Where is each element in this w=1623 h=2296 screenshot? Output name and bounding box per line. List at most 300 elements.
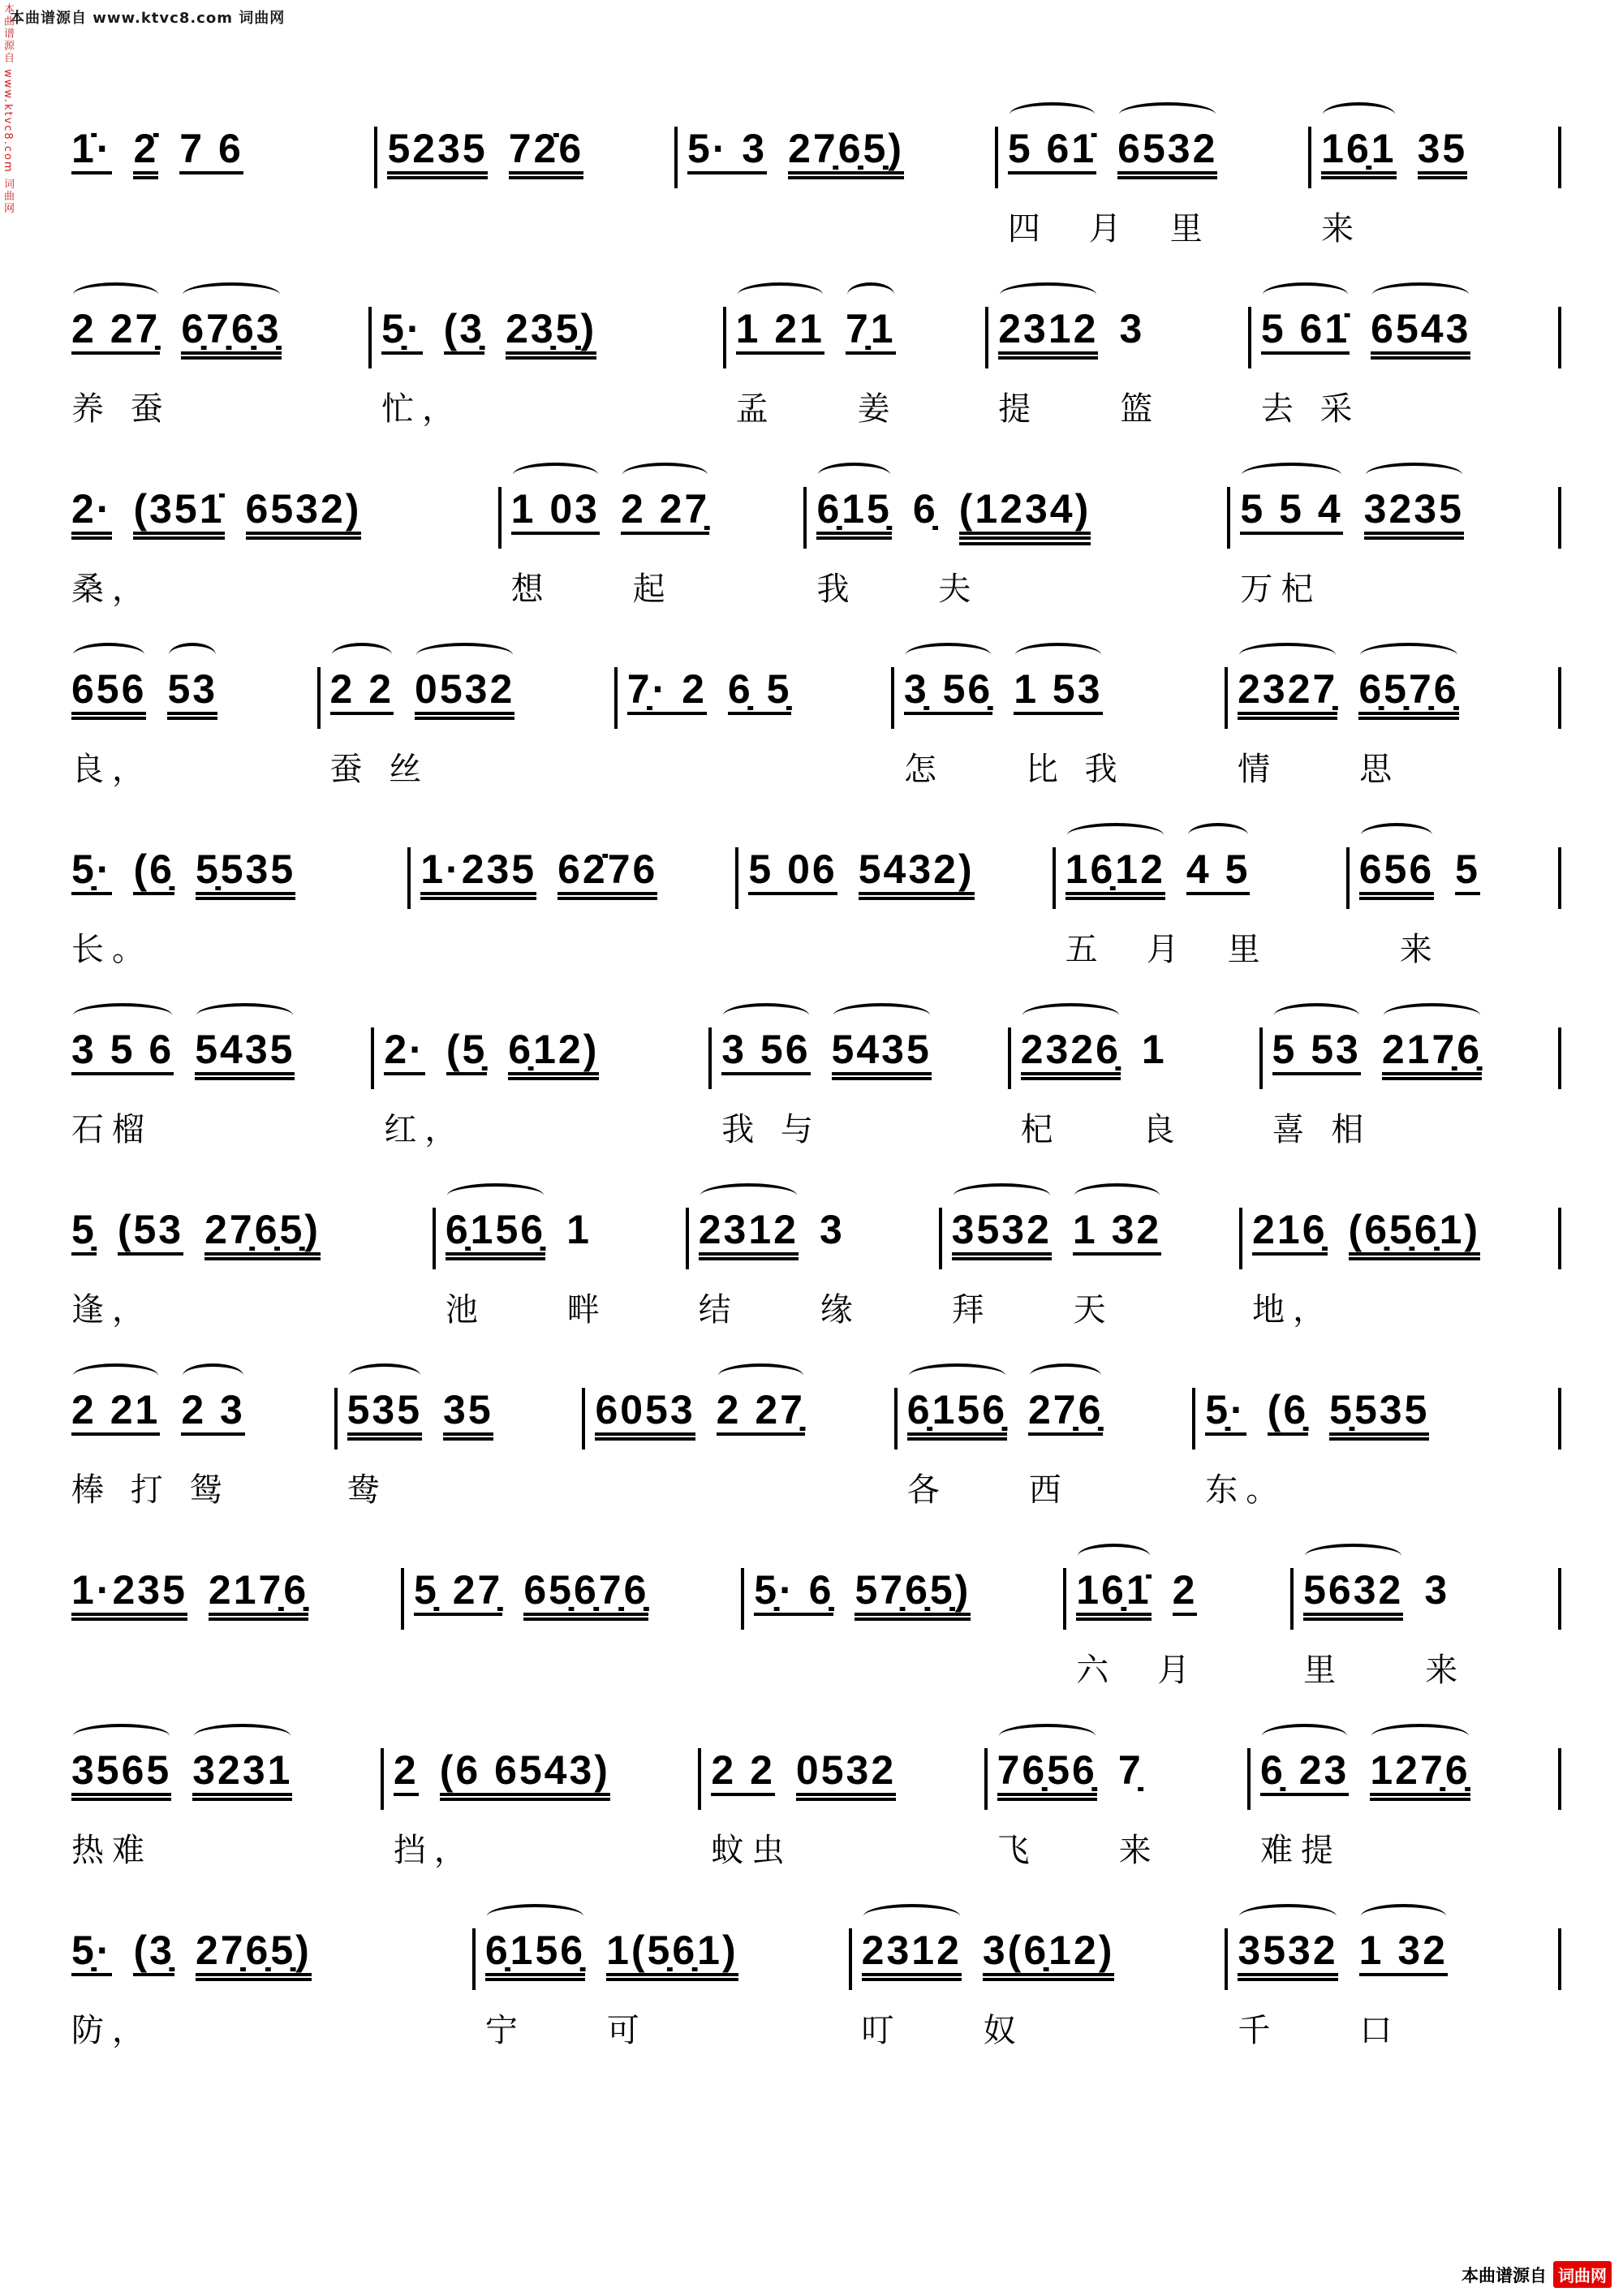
note-group <box>506 308 596 355</box>
notes-row <box>446 1175 676 1273</box>
notes-row <box>1076 1536 1281 1633</box>
note-text: 3 <box>819 1207 845 1252</box>
note-group <box>133 1930 174 1976</box>
note-text: 35 <box>443 1389 493 1436</box>
note-text: 57̣6̣5̣) <box>855 1570 971 1616</box>
slur-arc <box>349 1363 420 1388</box>
notes-row <box>1321 94 1548 192</box>
note-group <box>717 1389 805 1436</box>
measure-11-4 <box>1228 1896 1558 2060</box>
lyric-row: 五 月 里 <box>1065 931 1268 968</box>
lyric-row: 喜 相 <box>1272 1111 1372 1148</box>
note-group <box>1382 1029 1482 1075</box>
note-group <box>687 128 767 174</box>
notes-row <box>71 815 398 912</box>
note-group <box>1349 1209 1481 1256</box>
note-group <box>195 1029 295 1075</box>
slur-arc <box>1239 1904 1336 1928</box>
lyric-row: 我 与 <box>721 1111 821 1148</box>
note-text: 656 <box>1359 849 1434 895</box>
note-text: 23̣5̣) <box>506 308 596 355</box>
note-group <box>832 1029 932 1075</box>
note-text: 2 3 <box>181 1389 245 1436</box>
system-10 <box>62 1716 1561 1896</box>
note-text: 5 61̇ <box>1008 128 1096 174</box>
system-2 <box>62 274 1561 454</box>
notes-row <box>627 635 881 732</box>
measure-6-1 <box>62 995 371 1159</box>
note-text: 1 53 <box>1014 669 1102 715</box>
lyric-row: 东。 <box>1205 1471 1287 1509</box>
measure-6-2 <box>374 995 708 1159</box>
note-text: 2327̣ <box>1238 669 1337 715</box>
note-group <box>71 846 113 895</box>
note-group <box>71 1747 172 1796</box>
note-group <box>1370 1747 1470 1796</box>
lyric-row: 热难 <box>71 1832 153 1869</box>
lyric-row: 难提 <box>1260 1832 1342 1869</box>
note-group <box>820 1209 845 1252</box>
note-group <box>721 1029 810 1075</box>
note-group <box>420 846 537 895</box>
note-text: 16̣1 <box>1321 128 1396 174</box>
measure-11-1 <box>62 1896 472 2060</box>
note-text: 5 5 4 <box>1240 489 1342 535</box>
note-text: 1(5̣6̣1) <box>606 1930 738 1976</box>
slur-arc <box>416 643 513 667</box>
note-text: 5 61̇ <box>1261 308 1350 355</box>
slur-arc <box>332 643 393 667</box>
note-text: 217̣6̣ <box>1382 1029 1482 1075</box>
slur-arc <box>999 1724 1096 1748</box>
note-text: 6̣7̣6̣3̣ <box>181 308 281 355</box>
watermark-left-vertical: 本曲谱源自 www.ktvc8.com 词曲网 <box>2 3 14 215</box>
note-text: 3565 <box>71 1750 171 1796</box>
measure-8-3 <box>585 1355 893 1519</box>
barline <box>1558 127 1561 188</box>
notes-row <box>711 1716 974 1813</box>
lyric-row: 各 西 <box>906 1471 1070 1509</box>
note-text: 6532) <box>246 489 362 535</box>
notes-row <box>511 454 794 552</box>
notes-row <box>1021 995 1250 1092</box>
slur-arc <box>169 643 216 667</box>
notes-row <box>699 1175 929 1273</box>
slur-arc <box>1366 463 1462 487</box>
lyric-row: 里 来 <box>1303 1652 1466 1689</box>
note-group <box>508 1029 599 1075</box>
note-group <box>1238 666 1338 715</box>
note-text: 35 <box>1418 128 1468 174</box>
note-group <box>133 846 174 895</box>
note-group <box>415 666 515 715</box>
notes-row <box>381 274 712 372</box>
slur-arc <box>183 282 279 307</box>
watermark-bottom-text: 本曲谱源自 <box>1462 2265 1547 2285</box>
note-text: 2312 <box>998 308 1098 355</box>
lyric-row: 桑， <box>71 571 153 608</box>
note-text: 6̣156̣ <box>446 1209 545 1256</box>
note-group <box>788 128 904 174</box>
notes-row <box>71 274 359 372</box>
note-group <box>1455 846 1480 895</box>
note-text: 3235 <box>1364 489 1464 535</box>
note-text: 5435 <box>195 1029 295 1075</box>
slur-arc <box>738 282 823 307</box>
note-group <box>816 486 892 535</box>
note-text: (5̣ <box>446 1029 487 1075</box>
measure-11-2 <box>476 1896 849 2060</box>
note-group <box>998 308 1098 355</box>
lyric-row: 结 缘 <box>698 1291 861 1329</box>
note-group <box>855 1567 971 1616</box>
measure-row <box>62 1716 1561 1880</box>
note-group <box>179 128 243 174</box>
note-group <box>858 846 975 895</box>
slur-arc <box>1384 1003 1480 1027</box>
system-6 <box>62 995 1561 1175</box>
slur-arc <box>73 282 158 307</box>
notes-row <box>1238 1896 1548 1993</box>
measure-1-3 <box>678 94 995 258</box>
note-group <box>414 1567 503 1616</box>
notes-row <box>414 1536 731 1633</box>
slur-arc <box>1262 1724 1347 1748</box>
note-text: 7̣ <box>1117 1747 1143 1793</box>
lyric-row: 拜 天 <box>951 1291 1114 1329</box>
note-text: 6̣5̣7̣6̣ <box>1358 669 1458 715</box>
slur-arc <box>196 1003 293 1027</box>
slur-arc <box>1361 823 1432 847</box>
notes-row <box>904 635 1215 732</box>
measure-8-2 <box>338 1355 583 1519</box>
note-group <box>711 1747 775 1796</box>
measure-5-2 <box>411 815 735 979</box>
note-group <box>1261 308 1350 355</box>
note-text: 127̣6̣ <box>1370 1750 1470 1796</box>
note-group <box>1240 486 1343 535</box>
slur-arc <box>1000 282 1096 307</box>
note-group <box>1186 846 1251 895</box>
slur-arc <box>1067 823 1164 847</box>
note-group <box>71 1029 174 1075</box>
note-text: 5632 <box>1303 1570 1403 1616</box>
note-group <box>71 308 160 355</box>
measure-5-4 <box>1056 815 1346 979</box>
slur-arc <box>183 1363 243 1388</box>
slur-arc <box>1119 102 1216 127</box>
note-group <box>1358 846 1435 895</box>
notes-row <box>384 995 699 1092</box>
slur-arc <box>700 1183 797 1208</box>
note-text: 3 56 <box>721 1029 810 1075</box>
notes-row <box>1252 1175 1548 1273</box>
measure-5-3 <box>738 815 1052 979</box>
measure-row <box>62 995 1561 1159</box>
notes-row <box>1008 94 1298 192</box>
note-group <box>1424 1567 1450 1613</box>
note-text: 7̣· 2 <box>627 669 707 715</box>
note-group <box>1028 1389 1103 1436</box>
measure-row <box>62 815 1561 979</box>
note-text: 16̣12 <box>1065 849 1165 895</box>
notes-row <box>71 454 489 552</box>
note-group <box>912 486 938 532</box>
note-group <box>1358 666 1459 715</box>
lyric-row: 六 月 <box>1076 1652 1199 1689</box>
note-text: 216̣ <box>1252 1209 1327 1256</box>
lyric-row: 挡， <box>393 1832 475 1869</box>
measure-11-3 <box>852 1896 1225 2060</box>
note-text: 1 <box>1141 1027 1167 1072</box>
measure-9-5 <box>1294 1536 1558 1699</box>
watermark-top: 本曲谱源自 www.ktvc8.com 词曲网 <box>10 10 286 27</box>
note-group <box>196 1930 312 1976</box>
note-group <box>1252 1209 1327 1256</box>
note-text: 5235 <box>387 128 487 174</box>
measure-1-1 <box>62 94 374 258</box>
system-5 <box>62 815 1561 995</box>
measure-5-5 <box>1350 815 1558 979</box>
measure-row <box>62 1896 1561 2060</box>
note-group <box>510 486 600 535</box>
slur-arc <box>1361 1904 1446 1928</box>
note-text: 2̇ <box>133 128 158 174</box>
note-group <box>204 1209 321 1256</box>
measure-2-3 <box>726 274 986 438</box>
note-text: 76̣56̣ <box>997 1750 1097 1796</box>
barline <box>1558 1568 1561 1630</box>
system-9 <box>62 1536 1561 1716</box>
note-group <box>195 846 296 895</box>
system-1 <box>62 94 1561 274</box>
lyric-row <box>387 213 664 258</box>
note-group <box>1021 1029 1121 1075</box>
note-group <box>997 1747 1097 1796</box>
note-group <box>903 666 993 715</box>
note-group <box>1272 1029 1361 1075</box>
notes-row <box>347 1355 573 1453</box>
note-text: 3532 <box>1238 1930 1337 1976</box>
measure-8-5 <box>1195 1355 1558 1519</box>
slur-arc <box>718 1363 803 1388</box>
note-text: 5̣· <box>71 849 112 895</box>
note-text: (53 <box>118 1209 183 1256</box>
measure-2-2 <box>372 274 722 438</box>
note-group <box>443 1389 493 1436</box>
measure-row <box>62 274 1561 438</box>
measure-7-4 <box>942 1175 1239 1339</box>
notes-row <box>485 1896 839 1993</box>
slur-arc <box>194 1724 291 1748</box>
slur-arc <box>863 1904 960 1928</box>
note-group <box>1172 1567 1198 1616</box>
note-group <box>1303 1567 1404 1616</box>
note-group <box>862 1930 962 1976</box>
measure-row <box>62 635 1561 799</box>
notes-row <box>952 1175 1229 1273</box>
note-text: 53 <box>167 669 217 715</box>
lyric-row: 防， <box>71 2012 153 2049</box>
notes-row <box>1272 995 1548 1092</box>
note-group <box>381 308 422 355</box>
note-group <box>620 486 710 535</box>
note-group <box>446 1209 545 1256</box>
lyric-row: 来 <box>1358 931 1440 968</box>
note-text: 5 <box>1455 849 1480 895</box>
note-text: 1 32 <box>1073 1209 1161 1256</box>
barline <box>1558 487 1561 549</box>
note-group <box>748 846 837 895</box>
barline <box>1558 847 1561 909</box>
slur-arc <box>1371 1724 1468 1748</box>
note-text: 3 5 6 <box>71 1029 174 1075</box>
note-text: 0532 <box>415 669 514 715</box>
note-text: (6̣5̣6̣1) <box>1349 1209 1481 1256</box>
note-text: 3(6̣12) <box>983 1930 1115 1976</box>
note-group <box>208 1567 309 1616</box>
barline <box>1558 1027 1561 1089</box>
notes-row <box>71 1355 325 1453</box>
notes-row <box>1238 635 1548 732</box>
notes-row <box>420 815 725 912</box>
note-text: 535 <box>347 1389 422 1436</box>
notes-row <box>1205 1355 1548 1453</box>
slur-arc <box>1242 463 1341 487</box>
lyric-row <box>627 753 881 799</box>
notes-row <box>71 94 364 192</box>
note-text: 3̣ 56̣ <box>904 669 992 715</box>
measure-6-4 <box>1011 995 1259 1159</box>
notes-row <box>687 94 985 192</box>
note-text: 656 <box>71 669 146 715</box>
note-group <box>329 666 394 715</box>
notes-row <box>1260 1716 1548 1813</box>
note-group <box>71 486 113 535</box>
slur-arc <box>1274 1003 1359 1027</box>
note-text: 6̣ 23 <box>1260 1750 1349 1796</box>
measure-4-3 <box>618 635 891 799</box>
system-11 <box>62 1896 1561 2076</box>
note-group <box>71 1567 187 1616</box>
slur-arc <box>847 282 894 307</box>
measure-2-1 <box>62 274 368 438</box>
note-group <box>1268 1389 1308 1436</box>
slur-arc <box>1263 282 1348 307</box>
note-text: 5435 <box>832 1029 932 1075</box>
note-text: (6̣ <box>133 849 174 895</box>
slur-arc <box>447 1183 544 1208</box>
notes-row <box>71 1175 423 1273</box>
note-text: 6̣156̣ <box>485 1930 585 1976</box>
note-group <box>245 486 362 535</box>
lyric-row: 去 采 <box>1260 390 1361 428</box>
notes-row <box>997 1716 1238 1813</box>
note-group <box>181 1389 245 1436</box>
note-text: 16̣1̇ <box>1076 1570 1151 1616</box>
lyric-row: 来 <box>1321 210 1363 248</box>
lyric-row <box>687 213 985 258</box>
lyric-row: 良， <box>71 751 153 788</box>
slur-arc <box>909 1363 1005 1388</box>
notes-row <box>1359 815 1548 912</box>
note-text: 2· <box>71 489 112 535</box>
notes-row <box>736 274 976 372</box>
note-text: (6̣ <box>1268 1389 1308 1436</box>
note-text: 1 <box>566 1207 592 1252</box>
note-text: 5432) <box>859 849 975 895</box>
note-group <box>71 1209 97 1256</box>
measure-6-5 <box>1263 995 1558 1159</box>
note-group <box>1014 666 1103 715</box>
measure-3-2 <box>502 454 804 618</box>
note-group <box>1329 1389 1429 1436</box>
note-text: 2 27̣ <box>717 1389 805 1436</box>
note-text: 7̣1 <box>846 308 896 355</box>
lyric-row: 忙， <box>381 390 463 428</box>
lyric-row: 蚊虫 <box>711 1832 793 1869</box>
lyric-row: 叮 奴 <box>861 2012 1024 2049</box>
note-group <box>393 1747 419 1796</box>
note-text: 5̣535 <box>1329 1389 1429 1436</box>
note-text: 2326̣ <box>1021 1029 1121 1075</box>
lyric-row: 养 蚕 <box>71 390 171 428</box>
note-text: 5̣· <box>1205 1389 1246 1436</box>
lyric-row: 万杞 <box>1240 571 1322 608</box>
measure-4-5 <box>1228 635 1558 799</box>
notes-row <box>1240 454 1548 552</box>
lyric-row: 石榴 <box>71 1111 153 1148</box>
slur-arc <box>73 1003 172 1027</box>
note-text: 72̇6 <box>509 128 583 174</box>
lyric-row: 池 畔 <box>445 1291 608 1329</box>
slur-arc <box>73 1724 170 1748</box>
note-text: 217̣6̣ <box>209 1570 308 1616</box>
barline <box>1558 1748 1561 1810</box>
measure-3-4 <box>1230 454 1558 618</box>
lyric-row: 红， <box>384 1111 466 1148</box>
notes-row <box>862 1896 1216 1993</box>
notes-row <box>595 1355 884 1453</box>
notes-row <box>1065 815 1337 912</box>
measure-7-2 <box>436 1175 686 1339</box>
note-text: 2 21 <box>71 1389 160 1436</box>
note-group <box>71 1930 112 1976</box>
note-group <box>595 1389 695 1436</box>
slur-arc <box>954 1183 1050 1208</box>
note-text: 6̣12) <box>508 1029 599 1075</box>
measure-9-2 <box>404 1536 741 1699</box>
note-group <box>1073 1209 1161 1256</box>
lyric-row <box>754 1654 1053 1699</box>
note-group <box>1119 308 1144 351</box>
measure-row <box>62 94 1561 258</box>
note-group <box>1238 1930 1337 1976</box>
slur-arc <box>1078 1544 1149 1568</box>
note-group <box>846 308 896 355</box>
note-text: 27̣6̣5̣) <box>204 1209 321 1256</box>
note-group <box>606 1930 738 1976</box>
note-text: (3̣ <box>133 1930 174 1976</box>
note-text: 6532 <box>1117 128 1217 174</box>
note-text: 27̣6̣5̣) <box>196 1930 312 1976</box>
watermark-bottom <box>1462 2261 1612 2288</box>
note-text: 5̣· <box>71 1930 112 1976</box>
lyric-row: 提 篮 <box>998 390 1161 428</box>
note-text: (3̣ <box>444 308 484 355</box>
note-text: 2· <box>384 1029 424 1075</box>
lyric-row: 蚕 丝 <box>329 751 430 788</box>
